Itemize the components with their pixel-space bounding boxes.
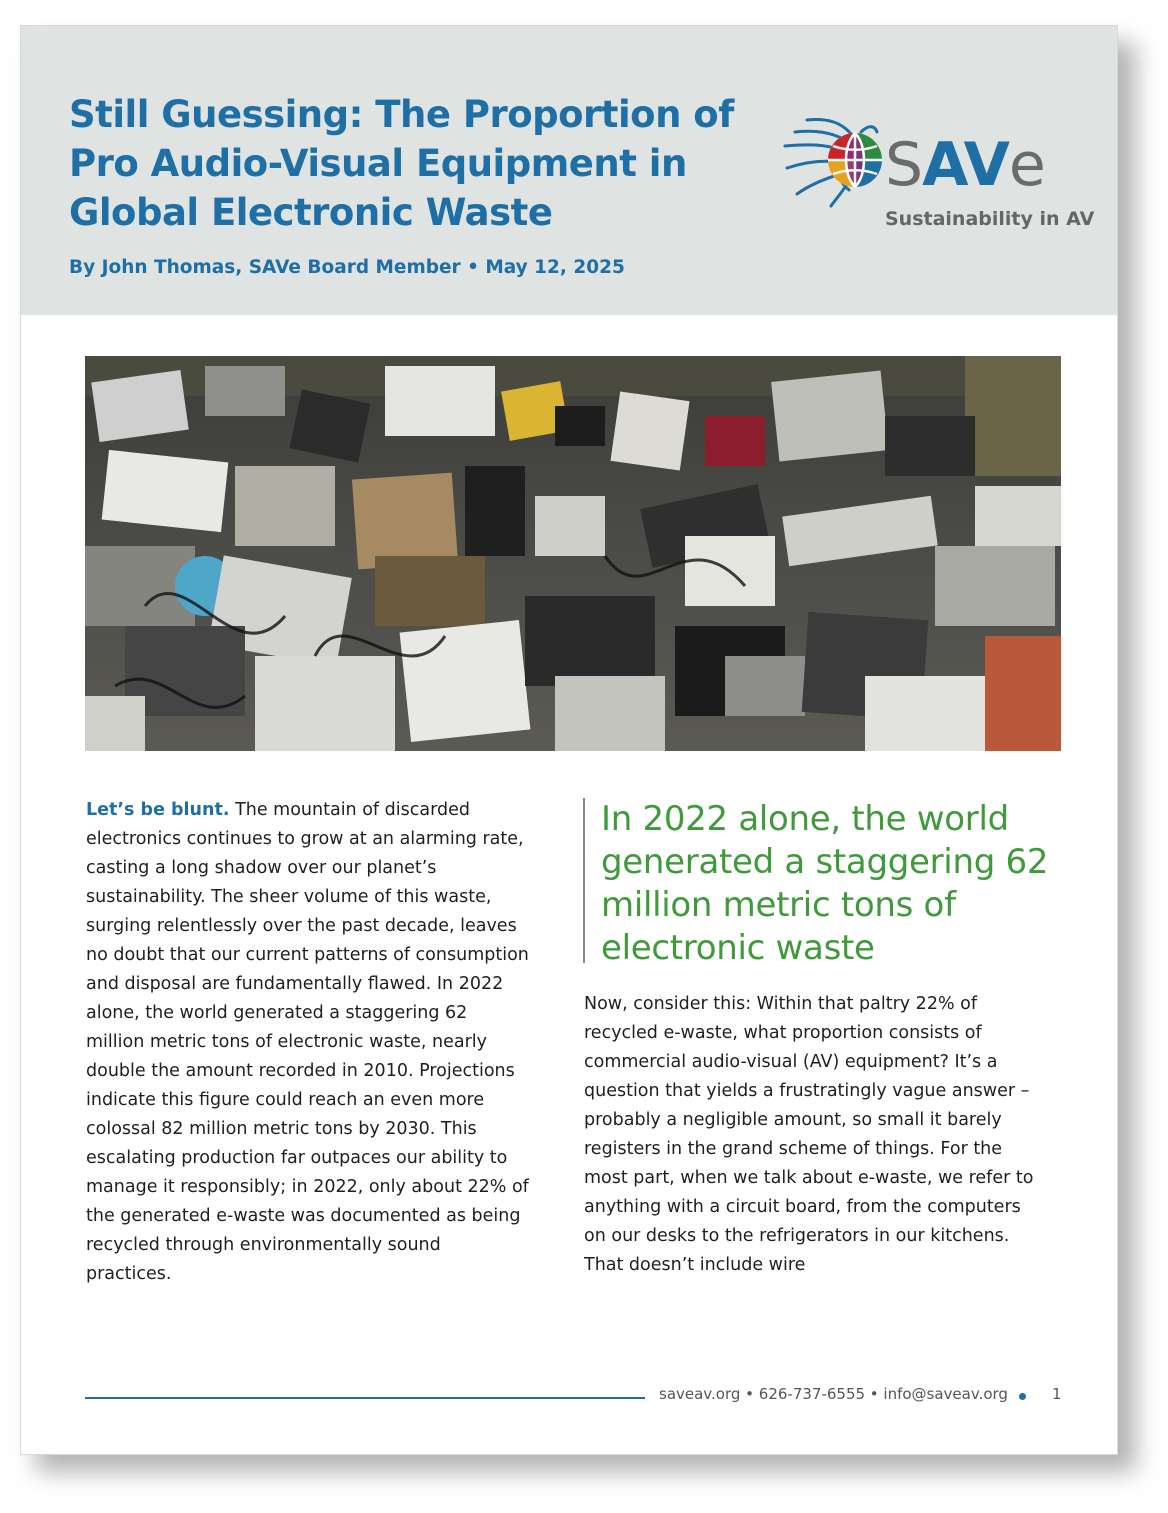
byline: By John Thomas, SAVe Board Member • May 12, 2025 xyxy=(69,257,625,278)
lead-in: Let’s be blunt. xyxy=(86,800,230,820)
body-left-text: The mountain of discarded electronics continues to grow at an alarming rate, casting a long shadow over our planet’s sustainability. The sheer volume of this waste, surging relentlessly over the past decade, leaves no doubt that our current patterns of consumption and disposal are fundamentally flawed. In 2022 alone, the world generated a staggering 62 million metric tons of electronic waste, nearly double the amount recorded in 2010. Projections indicate this figure could reach an even more colossal 82 million metric tons by 2030. This escalating production far outpaces our ability to manage it responsibly; in 2022, only about 22% of the generated e-waste was documented as being recycled through environmentally sound practices. xyxy=(86,800,529,1284)
footer-contact: saveav.org • 626-737-6555 • info@saveav.org xyxy=(659,1385,1008,1403)
footer-bullet-icon xyxy=(1019,1393,1026,1400)
page-number: 1 xyxy=(1052,1385,1062,1403)
logo-word-s: S xyxy=(885,130,923,200)
page-title: Still Guessing: The Proportion of Pro Audio-Visual Equipment in Global Electronic Waste xyxy=(69,93,734,234)
hand-globe-logo-icon xyxy=(777,110,887,210)
ewaste-photo xyxy=(85,356,1061,751)
logo-word-e: e xyxy=(1008,130,1045,200)
pull-quote-text: In 2022 alone, the world generated a staggering 62 million metric tons of electronic waste xyxy=(601,799,1049,968)
body-column-left xyxy=(86,796,531,1289)
ewaste-photo-icon xyxy=(85,356,1061,751)
logo-tagline: Sustainability in AV xyxy=(885,208,1095,230)
header-band xyxy=(21,26,1117,315)
document-page xyxy=(20,25,1118,1455)
footer-rule xyxy=(85,1397,645,1399)
save-logo xyxy=(777,110,1097,240)
logo-word-av: AV xyxy=(922,130,1009,200)
pull-quote xyxy=(583,798,1061,968)
logo-wordmark xyxy=(885,132,1045,198)
body-column-right: Now, consider this: Within that paltry 22% of recycled e-waste, what proportion consists of commercial audio-visual (AV) equipment? It’s a question that yields a frustratingly vague answer – probably a negligible amount, so small it barely registers in the grand scheme of things. For the most part, when we talk about e-waste, we refer to anything with a circuit board, from the computers on our desks to the refrigerators in our kitchens. That doesn’t include wire xyxy=(584,994,1034,1275)
